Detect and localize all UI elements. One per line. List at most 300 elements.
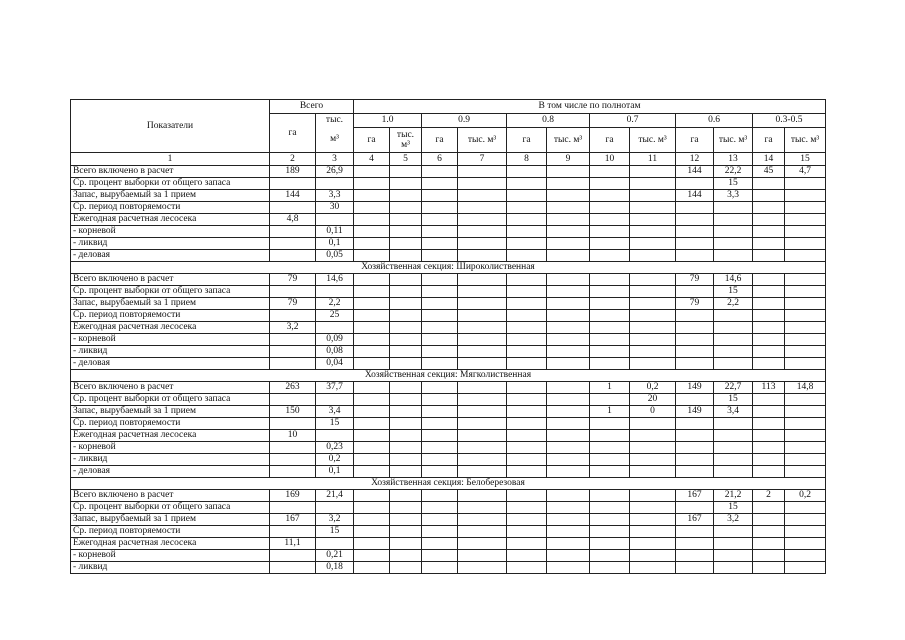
table-cell <box>422 442 458 454</box>
column-number: 8 <box>507 153 547 166</box>
table-cell <box>422 322 458 334</box>
row-label: - деловая <box>71 250 270 262</box>
table-cell: 0,18 <box>316 562 354 574</box>
table-row <box>71 334 826 346</box>
table-cell <box>507 202 547 214</box>
table-cell <box>547 466 590 478</box>
table-cell <box>547 514 590 526</box>
table-row <box>71 202 826 214</box>
column-number: 12 <box>676 153 714 166</box>
table-cell <box>458 274 507 286</box>
table-cell <box>630 358 676 370</box>
table-cell: 189 <box>270 166 316 178</box>
table-cell <box>590 514 630 526</box>
table-cell <box>676 334 714 346</box>
table-cell <box>714 238 753 250</box>
table-cell <box>354 334 390 346</box>
table-cell <box>390 274 422 286</box>
row-label: Ежегодная расчетная лесосека <box>71 430 270 442</box>
table-cell <box>785 562 826 574</box>
table-cell <box>507 406 547 418</box>
table-row <box>71 430 826 442</box>
table-cell <box>458 406 507 418</box>
table-cell: 4,7 <box>785 166 826 178</box>
header-density-0-3-0-5: 0.3-0.5 <box>753 114 826 128</box>
table-cell <box>590 538 630 550</box>
table-cell <box>590 490 630 502</box>
table-cell: 4,8 <box>270 214 316 226</box>
table-cell: 3,2 <box>270 322 316 334</box>
table-cell <box>785 406 826 418</box>
table-cell <box>547 346 590 358</box>
table-cell <box>507 298 547 310</box>
table-cell <box>714 334 753 346</box>
table-cell: 14,6 <box>316 274 354 286</box>
table-cell: 26,9 <box>316 166 354 178</box>
table-cell <box>785 274 826 286</box>
table-cell <box>590 346 630 358</box>
table-cell <box>785 250 826 262</box>
table-cell <box>676 226 714 238</box>
table-cell <box>316 322 354 334</box>
table-row <box>71 238 826 250</box>
table-cell <box>785 466 826 478</box>
row-label: - корневой <box>71 334 270 346</box>
table-cell <box>590 166 630 178</box>
table-cell <box>458 466 507 478</box>
table-row <box>71 526 826 538</box>
table-cell <box>785 454 826 466</box>
header-thousand-m3: тыс. м³ <box>785 128 826 153</box>
table-cell <box>390 310 422 322</box>
table-cell <box>507 226 547 238</box>
table-cell <box>630 502 676 514</box>
table-cell <box>547 406 590 418</box>
table-cell <box>676 538 714 550</box>
table-cell <box>458 538 507 550</box>
table-cell <box>354 322 390 334</box>
table-cell: 150 <box>270 406 316 418</box>
row-label: - корневой <box>71 226 270 238</box>
header-ha: га <box>354 128 390 153</box>
table-cell <box>390 442 422 454</box>
table-cell <box>390 514 422 526</box>
column-number: 9 <box>547 153 590 166</box>
row-label: Всего включено в расчет <box>71 274 270 286</box>
column-number: 11 <box>630 153 676 166</box>
table-cell <box>630 562 676 574</box>
table-cell <box>390 190 422 202</box>
table-cell <box>458 358 507 370</box>
table-cell <box>753 562 785 574</box>
table-row <box>71 538 826 550</box>
table-cell <box>547 418 590 430</box>
table-cell <box>458 430 507 442</box>
row-label: Ср. период повторяемости <box>71 418 270 430</box>
row-label: Всего включено в расчет <box>71 166 270 178</box>
table-cell <box>785 226 826 238</box>
table-cell <box>316 214 354 226</box>
table-cell <box>547 238 590 250</box>
table-cell <box>547 166 590 178</box>
table-cell <box>714 538 753 550</box>
table-row <box>71 394 826 406</box>
table-cell <box>458 526 507 538</box>
table-cell: 3,2 <box>714 514 753 526</box>
table-row <box>71 382 826 394</box>
table-cell <box>753 406 785 418</box>
table-row <box>71 190 826 202</box>
table-cell: 15 <box>714 394 753 406</box>
table-cell <box>507 322 547 334</box>
table-cell <box>390 538 422 550</box>
table-cell <box>547 322 590 334</box>
table-cell <box>630 310 676 322</box>
row-label: Ср. период повторяемости <box>71 526 270 538</box>
table-cell <box>390 430 422 442</box>
table-cell: 0,1 <box>316 238 354 250</box>
table-cell <box>714 346 753 358</box>
table-row <box>71 322 826 334</box>
table-cell <box>270 238 316 250</box>
table-cell <box>753 514 785 526</box>
section-title-row <box>71 370 826 382</box>
table-row <box>71 166 826 178</box>
table-cell <box>507 394 547 406</box>
table-cell <box>390 250 422 262</box>
table-cell <box>422 238 458 250</box>
header-thousand-m3: тыс. м³ <box>630 128 676 153</box>
table-cell: 169 <box>270 490 316 502</box>
table-cell <box>422 274 458 286</box>
column-number: 13 <box>714 153 753 166</box>
table-cell <box>422 454 458 466</box>
table-cell <box>785 202 826 214</box>
table-cell <box>676 310 714 322</box>
table-cell <box>458 514 507 526</box>
table-cell <box>753 454 785 466</box>
table-cell <box>270 442 316 454</box>
table-cell <box>354 346 390 358</box>
table-cell <box>676 550 714 562</box>
table-cell <box>785 298 826 310</box>
table-cell: 167 <box>676 514 714 526</box>
table-cell <box>676 442 714 454</box>
table-cell <box>547 538 590 550</box>
row-label: Ежегодная расчетная лесосека <box>71 322 270 334</box>
table-cell <box>422 334 458 346</box>
table-cell <box>507 550 547 562</box>
table-cell <box>316 502 354 514</box>
table-cell <box>354 190 390 202</box>
header-density-0-6: 0.6 <box>676 114 753 128</box>
table-cell <box>753 394 785 406</box>
table-cell <box>753 286 785 298</box>
table-cell <box>714 250 753 262</box>
table-cell <box>714 466 753 478</box>
table-cell <box>630 418 676 430</box>
header-ha: га <box>422 128 458 153</box>
table-cell <box>753 502 785 514</box>
table-cell: 10 <box>270 430 316 442</box>
table-cell: 79 <box>676 274 714 286</box>
table-cell <box>676 178 714 190</box>
section-title-row <box>71 262 826 274</box>
table-cell <box>785 358 826 370</box>
table-cell <box>785 418 826 430</box>
table-cell <box>630 250 676 262</box>
table-cell <box>354 166 390 178</box>
row-label: - ликвид <box>71 346 270 358</box>
table-cell <box>422 358 458 370</box>
table-cell <box>547 526 590 538</box>
table-cell: 3,4 <box>316 406 354 418</box>
table-cell <box>676 526 714 538</box>
column-number: 1 <box>71 153 270 166</box>
table-cell <box>422 298 458 310</box>
table-cell <box>785 550 826 562</box>
table-cell <box>714 562 753 574</box>
header-ha: га <box>676 128 714 153</box>
column-number: 10 <box>590 153 630 166</box>
table-cell <box>630 442 676 454</box>
table-cell <box>422 178 458 190</box>
table-cell <box>676 214 714 226</box>
table-cell <box>354 562 390 574</box>
table-cell: 144 <box>676 190 714 202</box>
table-cell: 20 <box>630 394 676 406</box>
table-cell <box>507 466 547 478</box>
table-cell <box>785 178 826 190</box>
table-row <box>71 178 826 190</box>
table-cell <box>507 526 547 538</box>
table-cell: 15 <box>316 418 354 430</box>
table-cell <box>390 286 422 298</box>
column-number: 6 <box>422 153 458 166</box>
header-ha: га <box>507 128 547 153</box>
table-cell <box>354 358 390 370</box>
header-density-1-0: 1.0 <box>354 114 422 128</box>
table-cell <box>714 526 753 538</box>
table-cell <box>547 490 590 502</box>
table-cell <box>458 382 507 394</box>
table-cell <box>547 442 590 454</box>
table-cell <box>270 466 316 478</box>
table-cell <box>354 394 390 406</box>
table-cell <box>316 286 354 298</box>
table-cell <box>785 442 826 454</box>
header-indicators: Показатели <box>71 100 270 153</box>
table-cell <box>785 190 826 202</box>
table-cell <box>507 358 547 370</box>
table-cell <box>390 490 422 502</box>
table-cell <box>714 226 753 238</box>
table-cell <box>676 454 714 466</box>
table-cell <box>676 418 714 430</box>
section-title: Хозяйственная секция: Широколиственная <box>71 262 826 274</box>
table-row <box>71 502 826 514</box>
table-cell <box>354 454 390 466</box>
table-cell <box>354 382 390 394</box>
table-cell <box>590 454 630 466</box>
table-cell: 1 <box>590 406 630 418</box>
table-cell <box>422 382 458 394</box>
table-cell <box>507 454 547 466</box>
table-cell: 263 <box>270 382 316 394</box>
table-cell: 3,2 <box>316 514 354 526</box>
table-cell <box>422 214 458 226</box>
table-cell <box>422 250 458 262</box>
table-cell <box>753 190 785 202</box>
table-cell: 79 <box>270 298 316 310</box>
row-label: - ликвид <box>71 562 270 574</box>
table-cell <box>390 454 422 466</box>
header-thousand-m3: тыс. м³ <box>547 128 590 153</box>
table-cell <box>547 502 590 514</box>
table-cell <box>714 550 753 562</box>
table-cell <box>422 562 458 574</box>
table-cell <box>316 430 354 442</box>
table-cell: 0,1 <box>316 466 354 478</box>
table-cell <box>270 562 316 574</box>
table-cell <box>507 274 547 286</box>
table-cell <box>390 226 422 238</box>
table-cell <box>422 310 458 322</box>
table-cell <box>507 382 547 394</box>
table-cell: 0 <box>630 406 676 418</box>
table-row <box>71 490 826 502</box>
table-cell <box>753 358 785 370</box>
table-cell <box>590 190 630 202</box>
table-cell <box>547 274 590 286</box>
table-cell <box>354 286 390 298</box>
row-label: Запас, вырубаемый за 1 прием <box>71 406 270 418</box>
table-cell <box>354 466 390 478</box>
table-cell <box>590 250 630 262</box>
table-cell <box>590 526 630 538</box>
table-cell <box>547 334 590 346</box>
row-label: Ср. процент выборки от общего запаса <box>71 394 270 406</box>
table-cell <box>422 226 458 238</box>
table-cell <box>507 238 547 250</box>
table-cell <box>785 430 826 442</box>
row-label: - деловая <box>71 358 270 370</box>
table-cell <box>354 526 390 538</box>
table-cell <box>390 382 422 394</box>
table-cell: 21,2 <box>714 490 753 502</box>
table-cell <box>753 298 785 310</box>
table-cell <box>630 214 676 226</box>
header-thousand-m3: тыс. м³ <box>458 128 507 153</box>
table-cell <box>547 202 590 214</box>
section-title: Хозяйственная секция: Белоберезовая <box>71 478 826 490</box>
table-row <box>71 358 826 370</box>
table-cell: 3,3 <box>714 190 753 202</box>
table-cell <box>458 190 507 202</box>
header-ha: га <box>753 128 785 153</box>
table-cell <box>785 514 826 526</box>
table-cell <box>676 286 714 298</box>
header-density-0-7: 0.7 <box>590 114 676 128</box>
row-label: Запас, вырубаемый за 1 прием <box>71 190 270 202</box>
table-cell <box>354 178 390 190</box>
header-density-0-8: 0.8 <box>507 114 590 128</box>
table-cell <box>547 430 590 442</box>
table-cell: 14,6 <box>714 274 753 286</box>
table-cell <box>422 430 458 442</box>
table-cell <box>630 430 676 442</box>
table-cell <box>458 562 507 574</box>
table-cell <box>507 502 547 514</box>
table-cell: 2 <box>753 490 785 502</box>
table-cell <box>270 418 316 430</box>
table-row <box>71 562 826 574</box>
table-cell: 0,05 <box>316 250 354 262</box>
table-cell <box>547 550 590 562</box>
table-cell <box>390 526 422 538</box>
table-cell: 0,11 <box>316 226 354 238</box>
table-cell <box>458 394 507 406</box>
table-cell <box>507 214 547 226</box>
table-cell <box>507 286 547 298</box>
table-row <box>71 274 826 286</box>
table-cell <box>458 418 507 430</box>
table-cell <box>390 334 422 346</box>
row-label: - корневой <box>71 442 270 454</box>
table-cell <box>422 490 458 502</box>
table-cell <box>390 502 422 514</box>
table-cell <box>753 274 785 286</box>
table-cell <box>270 226 316 238</box>
table-cell <box>458 286 507 298</box>
table-cell <box>354 418 390 430</box>
table-cell <box>422 538 458 550</box>
table-row <box>71 514 826 526</box>
table-cell <box>676 346 714 358</box>
row-label: - ликвид <box>71 238 270 250</box>
table-cell <box>422 346 458 358</box>
table-cell <box>354 538 390 550</box>
table-cell <box>390 202 422 214</box>
table-cell <box>753 214 785 226</box>
table-cell <box>270 202 316 214</box>
table-cell <box>354 490 390 502</box>
column-number: 2 <box>270 153 316 166</box>
table-cell: 167 <box>270 514 316 526</box>
table-cell <box>390 550 422 562</box>
table-cell <box>354 298 390 310</box>
table-cell <box>630 490 676 502</box>
table-cell <box>422 502 458 514</box>
table-cell <box>422 406 458 418</box>
table-cell <box>753 538 785 550</box>
header-including: В том числе по полнотам <box>354 100 826 114</box>
table-cell: 15 <box>714 286 753 298</box>
table-cell <box>590 214 630 226</box>
table-cell <box>753 466 785 478</box>
table-cell: 0,08 <box>316 346 354 358</box>
table-cell <box>590 274 630 286</box>
table-cell <box>676 430 714 442</box>
table-cell: 3,4 <box>714 406 753 418</box>
table-cell: 0,2 <box>785 490 826 502</box>
table-cell <box>458 454 507 466</box>
table-cell: 1 <box>590 382 630 394</box>
table-cell <box>753 322 785 334</box>
table-cell <box>547 382 590 394</box>
table-cell <box>785 286 826 298</box>
row-label: Ср. период повторяемости <box>71 202 270 214</box>
